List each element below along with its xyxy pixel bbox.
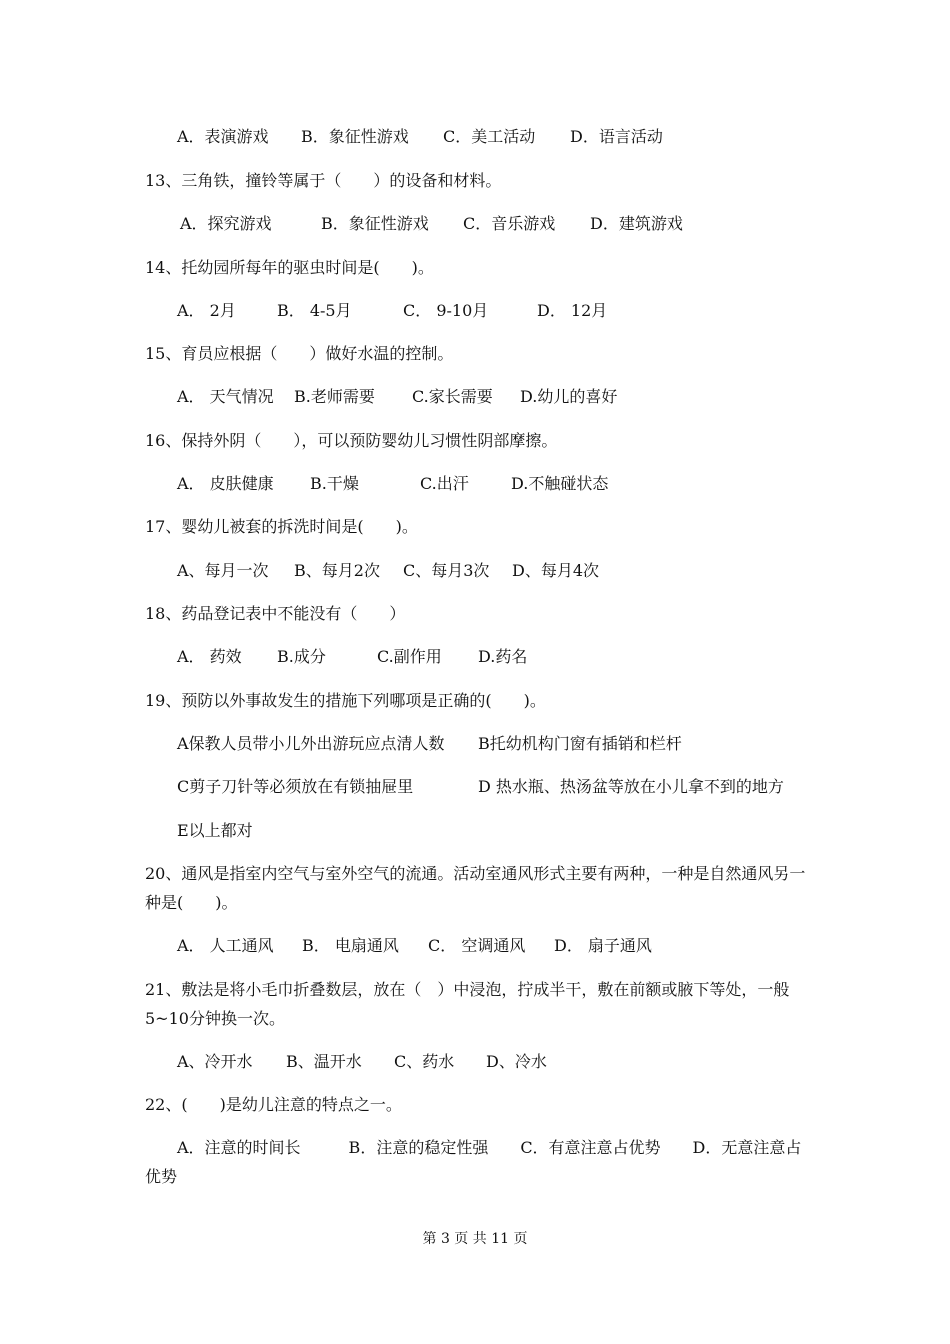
option-c: C、药水 bbox=[394, 1052, 455, 1071]
page-footer: 第 3 页 共 11 页 bbox=[422, 1231, 528, 1247]
option-a: A． 2月 bbox=[177, 301, 236, 320]
option-a: A．探究游戏 bbox=[180, 214, 272, 233]
option-d: D.不触碰状态 bbox=[511, 474, 609, 493]
option-a: A、冷开水 bbox=[177, 1052, 253, 1071]
question-13-stem: 13、三角铁，撞铃等属于（ ）的设备和材料。 bbox=[145, 171, 502, 190]
option-c: C.副作用 bbox=[377, 647, 442, 666]
option-d: D． 12月 bbox=[537, 301, 608, 320]
question-19-stem: 19、预防以外事故发生的措施下列哪项是正确的( )。 bbox=[145, 691, 546, 710]
option-c: C、每月3次 bbox=[403, 561, 490, 580]
option-a: A． 皮肤健康 bbox=[177, 474, 274, 493]
question-20-stem: 20、通风是指室内空气与室外空气的流通。活动室通风形式主要有两种，一种是自然通风另一种是( )。 bbox=[145, 864, 806, 912]
question-15-stem: 15、育员应根据（ ）做好水温的控制。 bbox=[145, 344, 454, 363]
option-a: A、每月一次 bbox=[177, 561, 269, 580]
option-b: B． 电扇通风 bbox=[302, 936, 399, 955]
option-c: C． 空调通风 bbox=[428, 936, 526, 955]
option-d: D.幼儿的喜好 bbox=[520, 387, 618, 406]
option-a: A． 人工通风 bbox=[177, 936, 274, 955]
question-17-stem: 17、婴幼儿被套的拆洗时间是( )。 bbox=[145, 517, 418, 536]
question-21-stem: 21、敷法是将小毛巾折叠数层，放在（ ）中浸泡，拧成半干，敷在前额或腋下等处，一般5~10分钟换一次。 bbox=[145, 980, 790, 1028]
option-b: B.老师需要 bbox=[294, 387, 375, 406]
question-14-stem: 14、托幼园所每年的驱虫时间是( )。 bbox=[145, 258, 434, 277]
option-b: B． 4-5月 bbox=[277, 301, 352, 320]
option-c: C． 9-10月 bbox=[403, 301, 489, 320]
option-d: D．语言活动 bbox=[570, 127, 663, 146]
question-18-stem: 18、药品登记表中不能没有（ ） bbox=[145, 604, 406, 623]
option-b: B．象征性游戏 bbox=[321, 214, 429, 233]
option-d: D、每月4次 bbox=[512, 561, 600, 580]
option-b: B、每月2次 bbox=[294, 561, 380, 580]
option-b: B.干燥 bbox=[310, 474, 359, 493]
option-e: E以上都对 bbox=[177, 821, 253, 840]
option-c: C．美工活动 bbox=[443, 127, 536, 146]
option-b: B．象征性游戏 bbox=[301, 127, 409, 146]
option-c: C．音乐游戏 bbox=[463, 214, 556, 233]
option-a: A． 天气情况 bbox=[177, 387, 274, 406]
option-b: B、温开水 bbox=[286, 1052, 362, 1071]
option-b: B托幼机构门窗有插销和栏杆 bbox=[478, 734, 682, 753]
option-c: C剪子刀针等必须放在有锁抽屉里 bbox=[177, 777, 414, 796]
option-a: A保教人员带小儿外出游玩应点清人数 bbox=[177, 734, 445, 753]
option-c: C.家长需要 bbox=[412, 387, 493, 406]
option-b: B.成分 bbox=[277, 647, 326, 666]
option-d: D．建筑游戏 bbox=[590, 214, 683, 233]
option-a: A． 药效 bbox=[177, 647, 242, 666]
question-16-stem: 16、保持外阴（ ），可以预防婴幼儿习惯性阴部摩擦。 bbox=[145, 431, 558, 450]
question-22-options: A．注意的时间长 B．注意的稳定性强 C．有意注意占优势 D．无意注意占优势 bbox=[145, 1138, 802, 1186]
option-a: A．表演游戏 bbox=[177, 127, 269, 146]
option-d: D 热水瓶、热汤盆等放在小儿拿不到的地方 bbox=[478, 777, 784, 796]
option-c: C.出汗 bbox=[420, 474, 469, 493]
option-d: D． 扇子通风 bbox=[554, 936, 652, 955]
question-22-stem: 22、( )是幼儿注意的特点之一。 bbox=[145, 1095, 402, 1114]
option-d: D、冷水 bbox=[486, 1052, 547, 1071]
option-d: D.药名 bbox=[478, 647, 528, 666]
